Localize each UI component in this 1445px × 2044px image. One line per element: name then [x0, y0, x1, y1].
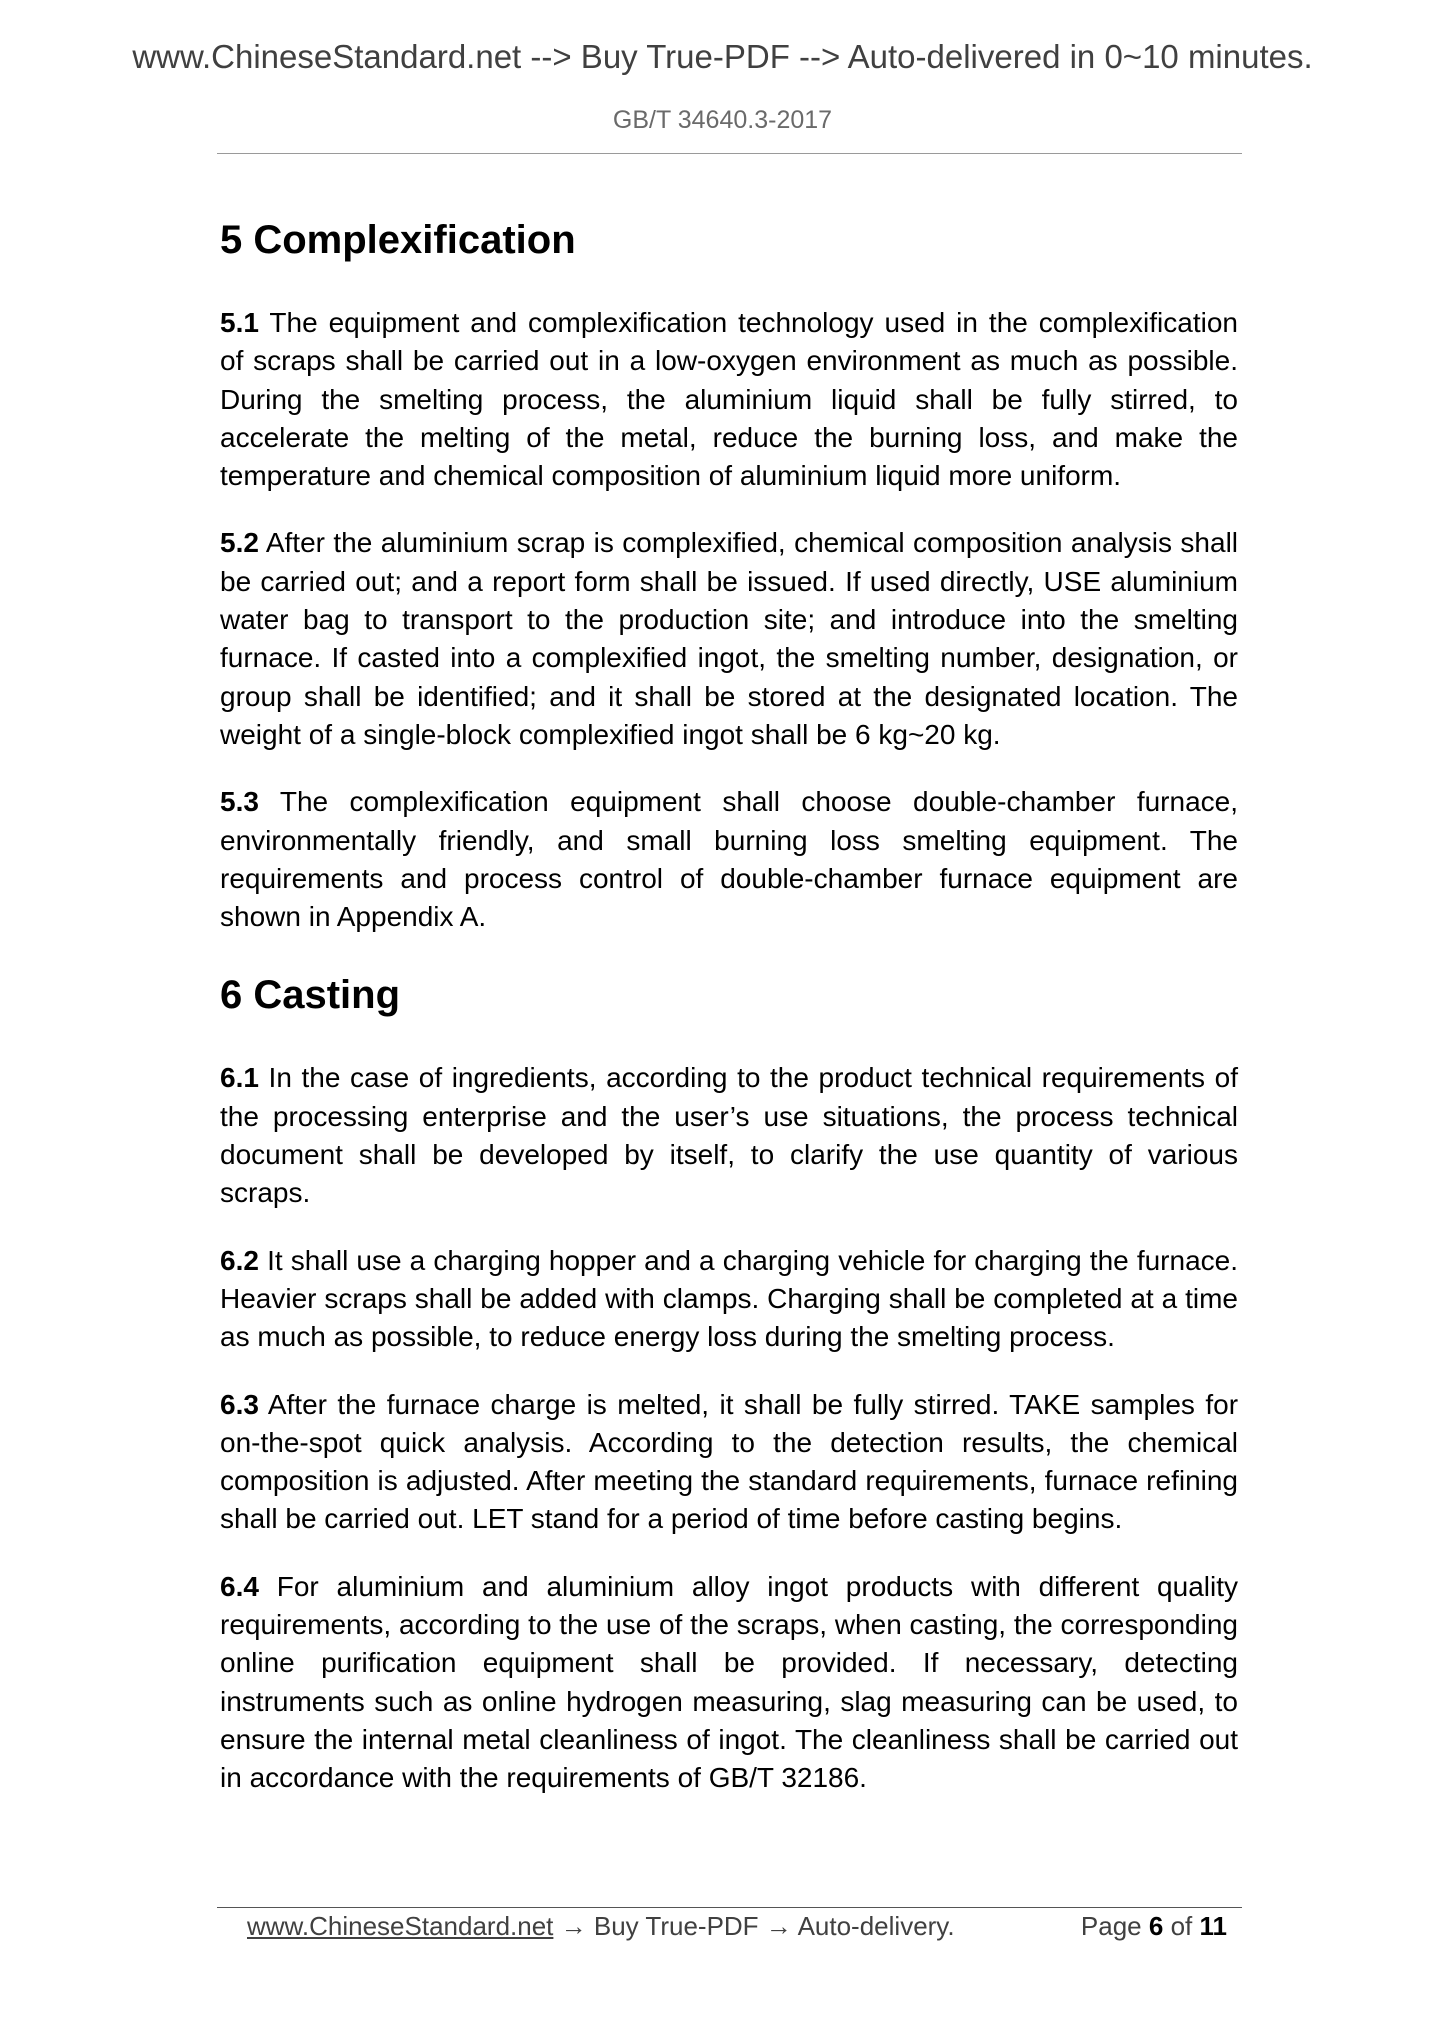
clause-number: 5.3 [220, 786, 259, 818]
clause-number: 6.3 [220, 1388, 259, 1420]
section-heading-5: 5 Complexification [220, 218, 576, 262]
clause-6-1 [220, 1059, 1238, 1212]
footer-divider [217, 1907, 1242, 1908]
clause-number: 5.1 [220, 307, 259, 338]
document-body [220, 210, 1238, 1827]
page-current: 6 [1148, 1911, 1164, 1941]
clause-6-4 [220, 1568, 1238, 1798]
page-indicator [1081, 1911, 1227, 1942]
header-divider [217, 153, 1242, 154]
clause-5-3 [220, 783, 1238, 936]
clause-text: The complexification equipment shall choose double-chamber furnace, environmentally friendly, and small burning loss smelting equipment. The requirements and process control of double-chamber furnace equipment are shown in Appendix A. [220, 786, 1238, 933]
page-label: Page [1080, 1911, 1142, 1941]
clause-6-2 [220, 1242, 1238, 1357]
clause-text: In the case of ingredients, according to the product technical requirements of the processing enterprise and the user’s use situations, the process technical document shall be developed by itself, to clarify the use quantity of various scraps. [220, 1062, 1238, 1209]
clause-text: The equipment and complexification technology used in the complexification of scraps shall be carried out in a low-oxygen environment as much as possible. During the smelting process, the aluminium liquid shall be fully stirred, to accelerate the melting of the metal, reduce the burning loss, and make the temperature and chemical composition of aluminium liquid more uniform. [220, 307, 1238, 492]
clause-text: It shall use a charging hopper and a charging vehicle for charging the furnace. Heavier scraps shall be added with clamps. Charging shall be completed at a time as much as possible, to reduce energy loss during the smelting process. [220, 1244, 1239, 1353]
clause-text: After the aluminium scrap is complexified, chemical composition analysis shall be carried out; and a report form shall be issued. If used directly, USE aluminium water bag to transport to the production site; and introduce into the smelting furnace. If casted into a complexified ingot, the smelting number, designation, or group shall be identified; and it shall be stored at the designated location. The weight of a single-block complexified ingot shall be 6 kg~20 kg. [220, 527, 1239, 750]
footer-site-link[interactable]: www.ChineseStandard.net [247, 1911, 554, 1941]
top-banner: www.ChineseStandard.net --> Buy True-PDF --> Auto-delivered in 0~10 minutes. [132, 38, 1313, 75]
clause-text: After the furnace charge is melted, it shall be fully stirred. TAKE samples for on-the-spot quick analysis. According to the detection results, the chemical composition is adjusted. After meeting the standard requirements, furnace refining shall be carried out. LET stand for a period of time before casting begins. [220, 1388, 1239, 1535]
clause-number: 6.1 [220, 1062, 259, 1094]
document-code: GB/T 34640.3-2017 [612, 106, 833, 134]
page-footer [247, 1911, 1227, 1942]
clause-5-1 [220, 304, 1238, 495]
clause-5-2 [220, 524, 1238, 754]
clause-number: 6.2 [220, 1244, 259, 1276]
clause-number: 5.2 [220, 527, 259, 559]
page-of: of [1170, 1911, 1193, 1941]
clause-6-3 [220, 1386, 1238, 1539]
page-total: 11 [1199, 1911, 1227, 1941]
clause-text: For aluminium and aluminium alloy ingot products with different quality requirements, according to the use of the scraps, when casting, the corresponding online purification equipment shall be provided. If necessary, detecting instruments such as online hydrogen measuring, slag measuring can be used, to ensure the internal metal cleanliness of ingot. The cleanliness shall be carried out in accordance with the requirements of GB/T 32186. [220, 1570, 1238, 1794]
footer-tagline: → Buy True-PDF → Auto-delivery. [553, 1911, 955, 1941]
clause-number: 6.4 [220, 1570, 259, 1602]
section-heading-6: 6 Casting [220, 973, 401, 1018]
